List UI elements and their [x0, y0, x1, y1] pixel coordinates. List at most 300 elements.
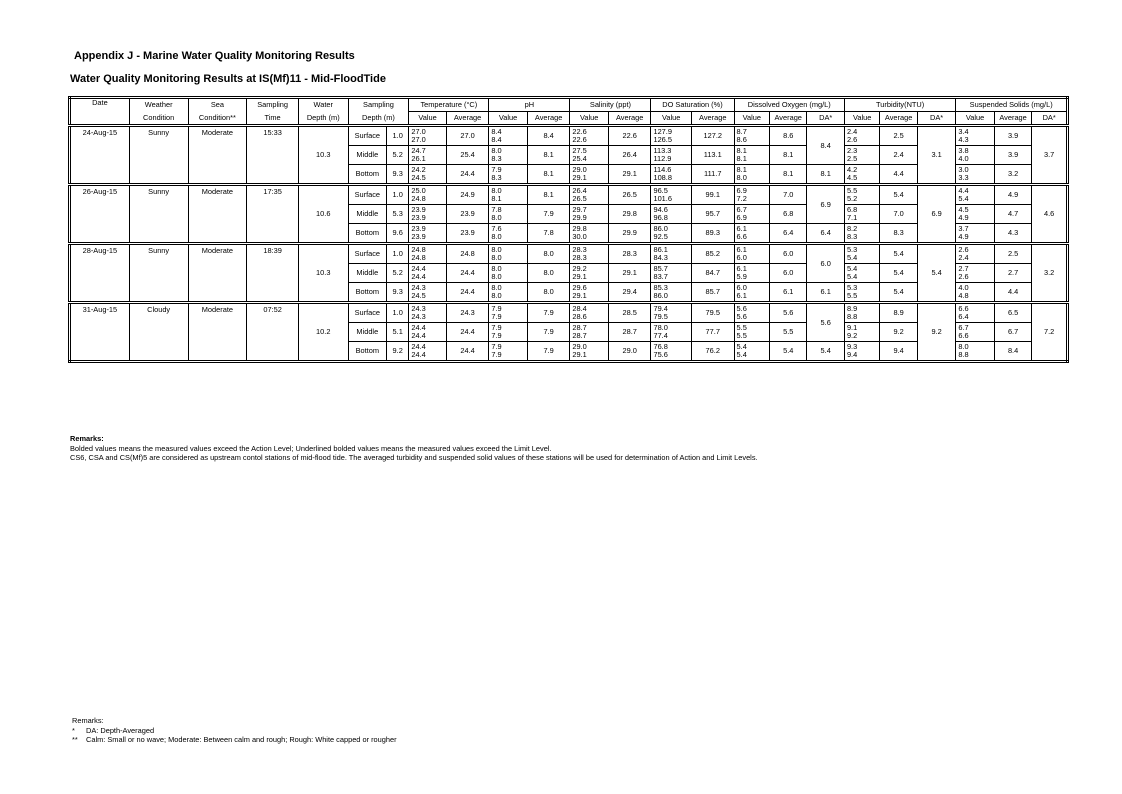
cell-date: 31-Aug-15: [70, 303, 130, 362]
table-row: [70, 303, 1068, 323]
cell-do-saturation-values: [651, 323, 692, 342]
cell-suspended-solids-average: 4.4: [994, 283, 1031, 303]
value-1: 29.8: [572, 224, 587, 233]
header-da: DA*: [1032, 112, 1068, 126]
cell-salinity-average: 28.7: [608, 323, 651, 342]
value-2: 5.4: [736, 350, 747, 359]
cell-suspended-solids-average: 6.7: [994, 323, 1031, 342]
value-2: 112.9: [653, 154, 672, 163]
cell-dissolved-oxygen-values: [734, 165, 769, 185]
cell-ph-average: 7.9: [527, 303, 570, 323]
cell-suspended-solids-values: [956, 283, 994, 303]
cell-dissolved-oxygen-values: [734, 224, 769, 244]
value-2: 5.5: [846, 291, 858, 300]
cell-temperature-average: 27.0: [446, 126, 489, 146]
cell-sampling-depth: 5.3: [387, 205, 409, 224]
cell-dissolved-oxygen-values: [734, 244, 769, 264]
cell-do-saturation-values: [651, 205, 692, 224]
cell-dissolved-oxygen-da: 5.6: [807, 303, 844, 342]
cell-ph-values: [489, 323, 527, 342]
value-2: 7.1: [846, 213, 858, 222]
value-1: 8.9: [846, 304, 858, 313]
value-1: 27.0: [411, 127, 426, 136]
value-2: 5.4: [958, 194, 969, 203]
value-1: 6.6: [958, 304, 969, 313]
cell-ph-average: 8.0: [527, 283, 570, 303]
value-1: 28.4: [572, 304, 587, 313]
cell-do-saturation-average: 127.2: [691, 126, 734, 146]
header-row-2: [70, 112, 1068, 126]
cell-suspended-solids-average: 3.9: [994, 126, 1031, 146]
value-1: 4.0: [958, 283, 969, 292]
value-2: 5.2: [846, 194, 858, 203]
value-2: 2.6: [958, 272, 969, 281]
cell-turbidity-values: [844, 264, 879, 283]
value-2: 8.3: [846, 232, 858, 241]
value-2: 29.9: [572, 213, 587, 222]
value-1: 9.3: [846, 342, 858, 351]
header-salinity: Salinity (ppt): [570, 98, 651, 112]
value-2: 4.5: [846, 173, 858, 182]
value-1: 3.0: [958, 165, 969, 174]
value-2: 8.1: [491, 194, 502, 203]
header-water-depth-sub: Depth (m): [298, 112, 348, 126]
cell-do-saturation-values: [651, 303, 692, 323]
cell-temperature-values: [409, 303, 446, 323]
cell-salinity-values: [570, 185, 608, 205]
cell-ph-values: [489, 205, 527, 224]
remarks-note-sea-condition: [72, 735, 397, 745]
value-1: 6.7: [958, 323, 969, 332]
cell-dissolved-oxygen-da: 6.9: [807, 185, 844, 224]
cell-salinity-values: [570, 342, 608, 362]
cell-turbidity-values: [844, 303, 879, 323]
cell-do-saturation-average: 79.5: [691, 303, 734, 323]
cell-sampling-level: Middle: [348, 264, 386, 283]
cell-salinity-average: 29.1: [608, 165, 651, 185]
value-1: 8.4: [491, 127, 502, 136]
value-2: 92.5: [653, 232, 668, 241]
cell-salinity-values: [570, 323, 608, 342]
cell-ph-average: 8.0: [527, 244, 570, 264]
cell-sea-condition: Moderate: [188, 126, 247, 185]
cell-ph-average: 8.0: [527, 264, 570, 283]
cell-ph-values: [489, 165, 527, 185]
cell-suspended-solids-values: [956, 126, 994, 146]
value-1: 23.9: [411, 205, 426, 214]
cell-dissolved-oxygen-da: 6.0: [807, 244, 844, 283]
cell-date: 24-Aug-15: [70, 126, 130, 185]
cell-sea-condition: Moderate: [188, 303, 247, 362]
cell-temperature-average: 25.4: [446, 146, 489, 165]
cell-sampling-depth: 1.0: [387, 244, 409, 264]
cell-dissolved-oxygen-values: [734, 185, 769, 205]
cell-sampling-level: Bottom: [348, 165, 386, 185]
value-1: 9.1: [846, 323, 858, 332]
cell-sampling-depth: 9.2: [387, 342, 409, 362]
value-2: 6.1: [736, 291, 747, 300]
cell-temperature-values: [409, 185, 446, 205]
value-2: 8.3: [491, 154, 502, 163]
cell-ph-values: [489, 224, 527, 244]
value-1: 4.5: [958, 205, 969, 214]
cell-sampling-depth: 9.3: [387, 165, 409, 185]
cell-temperature-values: [409, 146, 446, 165]
cell-dissolved-oxygen-average: 6.4: [769, 224, 806, 244]
cell-sampling-level: Middle: [348, 205, 386, 224]
cell-sampling-time: 18:39: [247, 244, 299, 303]
cell-suspended-solids-average: 4.3: [994, 224, 1031, 244]
cell-weather: Sunny: [129, 126, 188, 185]
cell-weather: Sunny: [129, 185, 188, 244]
cell-do-saturation-values: [651, 146, 692, 165]
header-value: Value: [844, 112, 879, 126]
monitoring-results-table: [68, 96, 1069, 363]
value-2: 29.1: [572, 291, 587, 300]
value-1: 6.0: [736, 283, 747, 292]
value-1: 24.4: [411, 323, 426, 332]
value-2: 26.5: [572, 194, 587, 203]
value-1: 23.9: [411, 224, 426, 233]
cell-temperature-values: [409, 264, 446, 283]
cell-do-saturation-average: 77.7: [691, 323, 734, 342]
cell-do-saturation-values: [651, 283, 692, 303]
value-2: 8.4: [491, 135, 502, 144]
cell-suspended-solids-values: [956, 224, 994, 244]
cell-turbidity-average: 2.4: [880, 146, 917, 165]
value-2: 6.4: [958, 312, 969, 321]
value-1: 24.3: [411, 283, 426, 292]
value-2: 6.0: [736, 253, 747, 262]
cell-date: 26-Aug-15: [70, 185, 130, 244]
header-average: Average: [769, 112, 806, 126]
header-average: Average: [608, 112, 651, 126]
cell-turbidity-average: 5.4: [880, 264, 917, 283]
cell-temperature-values: [409, 165, 446, 185]
value-2: 5.4: [846, 272, 858, 281]
cell-do-saturation-average: 95.7: [691, 205, 734, 224]
value-1: 3.7: [958, 224, 969, 233]
value-2: 25.4: [572, 154, 587, 163]
value-1: 2.3: [846, 146, 858, 155]
value-2: 29.1: [572, 350, 587, 359]
cell-sampling-level: Surface: [348, 303, 386, 323]
cell-turbidity-da: 9.2: [917, 303, 956, 362]
value-1: 85.7: [653, 264, 668, 273]
cell-dissolved-oxygen-da: 8.4: [807, 126, 844, 165]
value-2: 4.0: [958, 154, 969, 163]
value-1: 24.2: [411, 165, 426, 174]
cell-dissolved-oxygen-values: [734, 303, 769, 323]
header-average: Average: [994, 112, 1031, 126]
value-2: 8.8: [958, 350, 969, 359]
header-date: Date: [70, 98, 130, 126]
value-2: 9.2: [846, 331, 858, 340]
cell-sampling-depth: 1.0: [387, 185, 409, 205]
cell-turbidity-values: [844, 205, 879, 224]
cell-do-saturation-average: 85.7: [691, 283, 734, 303]
value-2: 2.5: [846, 154, 858, 163]
cell-do-saturation-average: 89.3: [691, 224, 734, 244]
value-1: 5.4: [736, 342, 747, 351]
header-sampling-depth: Sampling: [348, 98, 409, 112]
header-average: Average: [691, 112, 734, 126]
value-1: 24.8: [411, 245, 426, 254]
header-da: DA*: [807, 112, 844, 126]
value-1: 8.1: [736, 165, 747, 174]
value-2: 6.6: [958, 331, 969, 340]
value-2: 96.8: [653, 213, 668, 222]
value-2: 24.3: [411, 312, 426, 321]
cell-ph-average: 7.8: [527, 224, 570, 244]
value-1: 114.6: [653, 165, 672, 174]
value-2: 8.0: [491, 272, 502, 281]
value-1: 8.7: [736, 127, 747, 136]
value-2: 3.3: [958, 173, 969, 182]
cell-sea-condition: Moderate: [188, 185, 247, 244]
value-2: 28.7: [572, 331, 587, 340]
value-2: 9.4: [846, 350, 858, 359]
value-2: 4.8: [958, 291, 969, 300]
value-2: 5.6: [736, 312, 747, 321]
cell-do-saturation-average: 76.2: [691, 342, 734, 362]
table-row: [70, 185, 1068, 205]
cell-do-saturation-values: [651, 185, 692, 205]
cell-turbidity-values: [844, 165, 879, 185]
header-row-1: [70, 98, 1068, 112]
value-1: 8.2: [846, 224, 858, 233]
cell-suspended-solids-average: 2.7: [994, 264, 1031, 283]
value-2: 29.1: [572, 272, 587, 281]
value-2: 28.3: [572, 253, 587, 262]
cell-dissolved-oxygen-average: 8.6: [769, 126, 806, 146]
cell-ph-average: 7.9: [527, 342, 570, 362]
cell-dissolved-oxygen-da-bottom: 5.4: [807, 342, 844, 362]
value-1: 8.0: [958, 342, 969, 351]
value-2: 22.6: [572, 135, 587, 144]
cell-suspended-solids-da: 3.7: [1032, 126, 1068, 185]
value-1: 6.1: [736, 245, 747, 254]
table-row: [70, 126, 1068, 146]
value-1: 29.0: [572, 165, 587, 174]
cell-dissolved-oxygen-average: 5.5: [769, 323, 806, 342]
cell-sampling-level: Surface: [348, 185, 386, 205]
header-sampling-depth-sub: Depth (m): [348, 112, 409, 126]
cell-sampling-depth: 1.0: [387, 303, 409, 323]
cell-salinity-values: [570, 283, 608, 303]
cell-salinity-average: 29.8: [608, 205, 651, 224]
value-1: 76.8: [653, 342, 668, 351]
value-2: 26.1: [411, 154, 426, 163]
cell-do-saturation-values: [651, 165, 692, 185]
cell-temperature-average: 23.9: [446, 224, 489, 244]
cell-sampling-time: 07:52: [247, 303, 299, 362]
remarks-top: [70, 434, 758, 463]
cell-salinity-values: [570, 264, 608, 283]
cell-suspended-solids-values: [956, 323, 994, 342]
cell-temperature-average: 24.3: [446, 303, 489, 323]
cell-sampling-level: Bottom: [348, 224, 386, 244]
cell-temperature-average: 24.9: [446, 185, 489, 205]
value-2: 6.9: [736, 213, 747, 222]
cell-dissolved-oxygen-average: 6.1: [769, 283, 806, 303]
value-1: 7.9: [491, 165, 502, 174]
value-1: 7.8: [491, 205, 502, 214]
value-1: 28.3: [572, 245, 587, 254]
header-suspended-solids: Suspended Solids (mg/L): [956, 98, 1068, 112]
note-text-sea: Calm: Small or no wave; Moderate: Between calm and rough; Rough: White capped or rougher: [86, 735, 397, 744]
cell-salinity-average: 26.4: [608, 146, 651, 165]
cell-salinity-values: [570, 224, 608, 244]
header-do-saturation: DO Saturation (%): [651, 98, 734, 112]
cell-temperature-values: [409, 205, 446, 224]
cell-sampling-depth: 5.2: [387, 146, 409, 165]
value-1: 94.6: [653, 205, 668, 214]
value-2: 24.4: [411, 272, 426, 281]
cell-sampling-level: Middle: [348, 146, 386, 165]
cell-suspended-solids-average: 3.2: [994, 165, 1031, 185]
value-2: 7.9: [491, 312, 502, 321]
value-1: 5.5: [846, 186, 858, 195]
value-1: 3.8: [958, 146, 969, 155]
cell-salinity-average: 22.6: [608, 126, 651, 146]
value-1: 29.0: [572, 342, 587, 351]
cell-turbidity-values: [844, 244, 879, 264]
value-2: 8.0: [491, 291, 502, 300]
remarks-bottom: [72, 716, 397, 745]
page-title: Appendix J - Marine Water Quality Monitoring Results: [74, 50, 355, 62]
cell-dissolved-oxygen-values: [734, 205, 769, 224]
note-text-da: DA: Depth-Averaged: [86, 725, 155, 735]
cell-dissolved-oxygen-values: [734, 283, 769, 303]
cell-temperature-values: [409, 126, 446, 146]
value-2: 79.5: [653, 312, 668, 321]
value-1: 8.0: [491, 245, 502, 254]
cell-water-depth: 10.3: [298, 126, 348, 185]
value-2: 77.4: [653, 331, 668, 340]
cell-salinity-values: [570, 244, 608, 264]
cell-weather: Cloudy: [129, 303, 188, 362]
value-2: 4.9: [958, 213, 969, 222]
table-row: [70, 244, 1068, 264]
value-2: 7.2: [736, 194, 747, 203]
value-2: 8.8: [846, 312, 858, 321]
header-weather: Weather: [129, 98, 188, 112]
table-title: Water Quality Monitoring Results at IS(Mf)11 - Mid-FloodTide: [70, 73, 386, 85]
value-2: 4.3: [958, 135, 969, 144]
cell-suspended-solids-average: 4.9: [994, 185, 1031, 205]
cell-sampling-depth: 9.6: [387, 224, 409, 244]
value-1: 29.2: [572, 264, 587, 273]
header-water-depth: Water: [298, 98, 348, 112]
cell-do-saturation-values: [651, 224, 692, 244]
cell-ph-average: 7.9: [527, 323, 570, 342]
value-2: 86.0: [653, 291, 668, 300]
value-1: 85.3: [653, 283, 668, 292]
value-2: 7.9: [491, 350, 502, 359]
value-1: 8.0: [491, 264, 502, 273]
cell-salinity-values: [570, 126, 608, 146]
cell-dissolved-oxygen-da-bottom: 6.4: [807, 224, 844, 244]
cell-turbidity-da: 3.1: [917, 126, 956, 185]
value-2: 2.6: [846, 135, 858, 144]
cell-suspended-solids-values: [956, 244, 994, 264]
cell-sampling-depth: 1.0: [387, 126, 409, 146]
value-2: 75.6: [653, 350, 668, 359]
remarks-note-da: [72, 726, 397, 736]
header-value: Value: [409, 112, 446, 126]
cell-turbidity-values: [844, 126, 879, 146]
value-2: 8.0: [491, 232, 502, 241]
value-1: 8.0: [491, 186, 502, 195]
cell-sampling-depth: 9.3: [387, 283, 409, 303]
cell-turbidity-average: 8.9: [880, 303, 917, 323]
value-2: 126.5: [653, 135, 672, 144]
value-2: 30.0: [572, 232, 587, 241]
cell-salinity-values: [570, 146, 608, 165]
value-1: 25.0: [411, 186, 426, 195]
cell-dissolved-oxygen-average: 7.0: [769, 185, 806, 205]
cell-turbidity-average: 4.4: [880, 165, 917, 185]
value-1: 5.3: [846, 283, 858, 292]
cell-dissolved-oxygen-average: 6.0: [769, 244, 806, 264]
cell-salinity-average: 28.5: [608, 303, 651, 323]
value-2: 8.0: [736, 173, 747, 182]
cell-suspended-solids-values: [956, 303, 994, 323]
value-2: 2.4: [958, 253, 969, 262]
value-1: 8.1: [736, 146, 747, 155]
cell-dissolved-oxygen-values: [734, 146, 769, 165]
cell-ph-values: [489, 283, 527, 303]
value-2: 23.9: [411, 232, 426, 241]
value-1: 3.4: [958, 127, 969, 136]
cell-salinity-average: 29.9: [608, 224, 651, 244]
cell-do-saturation-average: 113.1: [691, 146, 734, 165]
cell-ph-average: 8.4: [527, 126, 570, 146]
value-1: 8.0: [491, 283, 502, 292]
cell-salinity-values: [570, 205, 608, 224]
cell-ph-average: 8.1: [527, 165, 570, 185]
cell-temperature-average: 24.4: [446, 165, 489, 185]
cell-suspended-solids-values: [956, 205, 994, 224]
cell-turbidity-average: 7.0: [880, 205, 917, 224]
value-1: 24.3: [411, 304, 426, 313]
cell-suspended-solids-values: [956, 165, 994, 185]
cell-ph-values: [489, 244, 527, 264]
cell-ph-values: [489, 126, 527, 146]
cell-suspended-solids-da: 3.2: [1032, 244, 1068, 303]
cell-suspended-solids-average: 2.5: [994, 244, 1031, 264]
header-average: Average: [446, 112, 489, 126]
cell-dissolved-oxygen-values: [734, 264, 769, 283]
cell-ph-values: [489, 185, 527, 205]
cell-sampling-time: 17:35: [247, 185, 299, 244]
cell-do-saturation-average: 85.2: [691, 244, 734, 264]
cell-ph-average: 8.1: [527, 185, 570, 205]
cell-turbidity-values: [844, 185, 879, 205]
cell-temperature-values: [409, 283, 446, 303]
value-2: 8.0: [491, 213, 502, 222]
value-1: 24.7: [411, 146, 426, 155]
cell-suspended-solids-average: 8.4: [994, 342, 1031, 362]
remarks-line-control-stations: CS6, CSA and CS(Mf)5 are considered as upstream contol stations of mid-flood tide. The averaged turbidity and suspended solid values of these stations will be used for determination of Action and Limit Levels.: [70, 453, 758, 462]
cell-water-depth: 10.6: [298, 185, 348, 244]
value-1: 5.5: [736, 323, 747, 332]
value-1: 2.6: [958, 245, 969, 254]
value-1: 127.9: [653, 127, 672, 136]
cell-dissolved-oxygen-da-bottom: 8.1: [807, 165, 844, 185]
cell-temperature-average: 24.4: [446, 283, 489, 303]
